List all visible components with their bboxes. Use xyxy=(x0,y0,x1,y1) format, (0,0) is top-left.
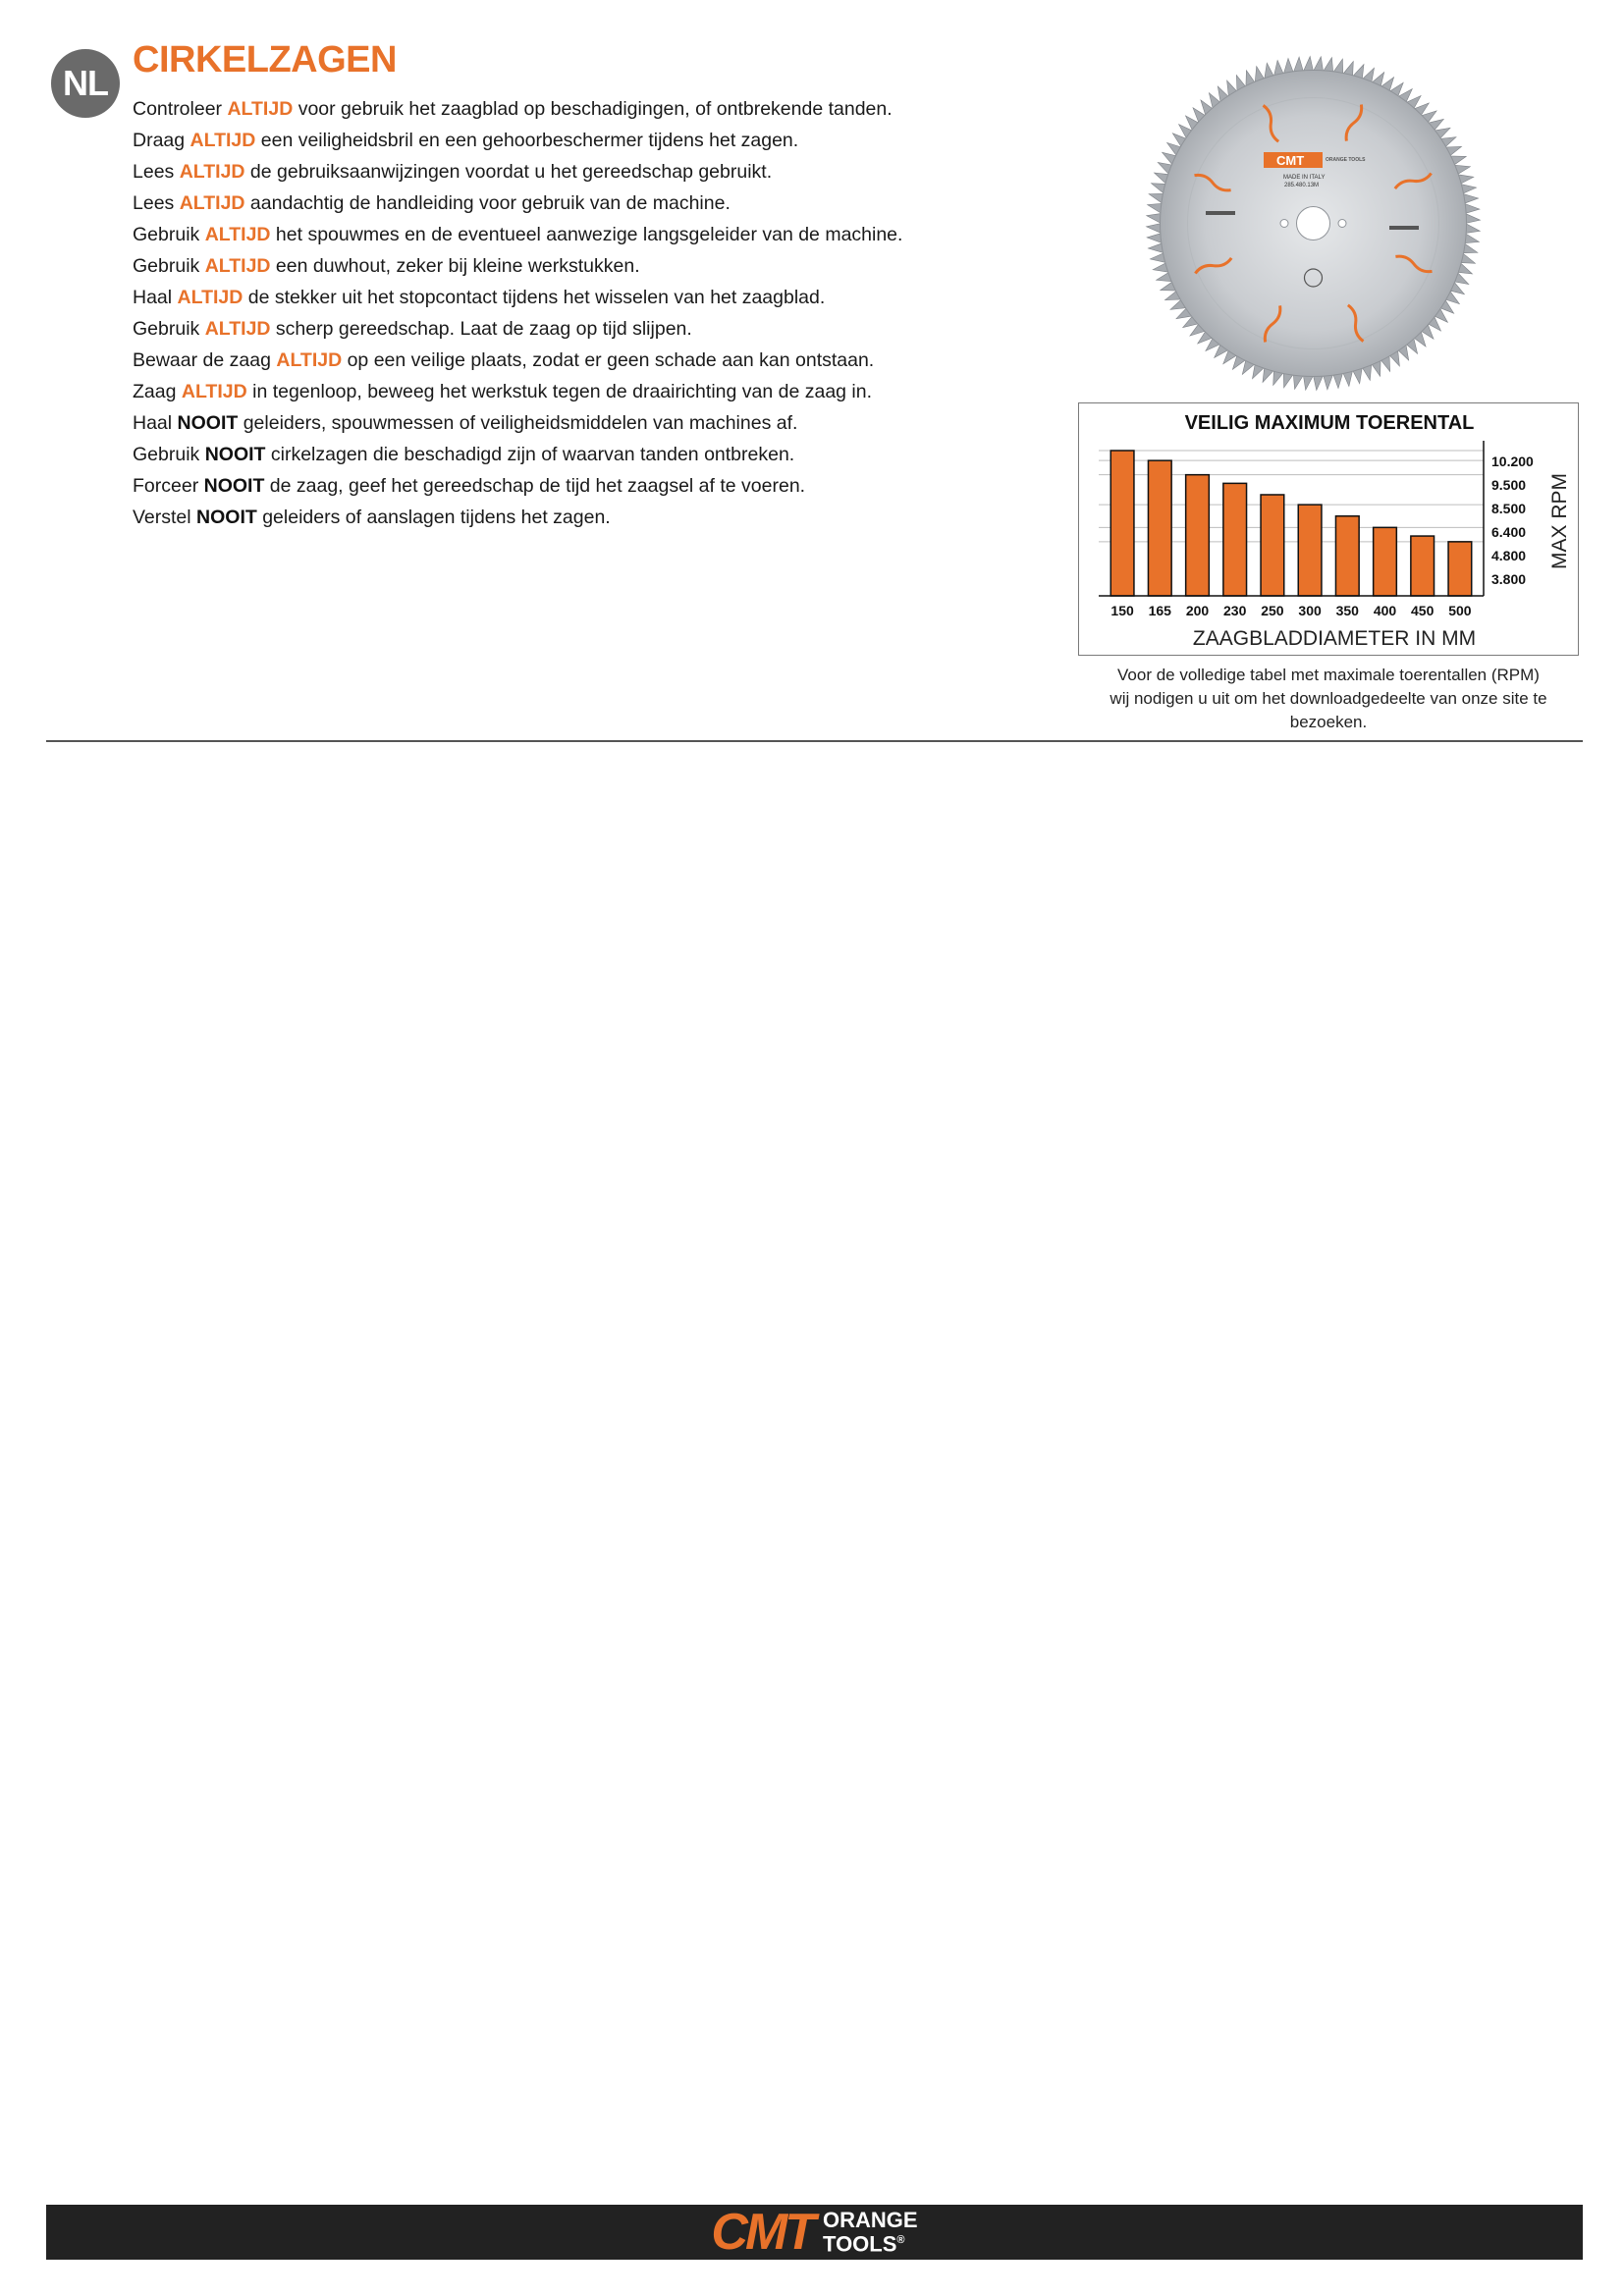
rule-text-after: een veiligheidsbril en een gehoorbeschermer tijdens het zagen. xyxy=(255,130,799,151)
blade-marking-left xyxy=(1206,211,1235,215)
rule-text-after: een duwhout, zeker bij kleine werkstukken. xyxy=(270,255,640,277)
x-tick-label: 350 xyxy=(1335,603,1359,618)
rule-text-before: Draag xyxy=(133,130,190,151)
footer-logo-line-1: ORANGE xyxy=(823,2208,918,2233)
safety-rule xyxy=(133,345,879,376)
bar-150 xyxy=(1110,451,1134,596)
rule-text-after: voor gebruik het zaagblad op beschadigingen, of ontbrekende tanden. xyxy=(293,98,893,120)
safety-rule xyxy=(133,502,879,533)
safety-rule xyxy=(133,187,879,219)
safety-rule xyxy=(133,313,879,345)
x-tick-label: 500 xyxy=(1448,603,1472,618)
rule-keyword: ALTIJD xyxy=(204,255,271,277)
x-tick-label: 230 xyxy=(1223,603,1247,618)
rule-text-after: geleiders of aanslagen tijdens het zagen. xyxy=(256,507,611,528)
rule-text-before: Gebruik xyxy=(133,224,205,245)
safety-rule xyxy=(133,376,879,407)
bar-450 xyxy=(1411,536,1435,596)
x-tick-label: 165 xyxy=(1148,603,1171,618)
bar-230 xyxy=(1223,483,1247,596)
bar-500 xyxy=(1448,542,1472,596)
footnote-line-2: wij nodigen u uit om het downloadgedeelte van onze site te bezoeken. xyxy=(1110,689,1547,731)
y-tick-label: 8.500 xyxy=(1491,501,1527,516)
rule-text-before: Haal xyxy=(133,412,178,434)
x-tick-label: 300 xyxy=(1298,603,1322,618)
rule-text-after: het spouwmes en de eventueel aanwezige langsgeleider van de machine. xyxy=(270,224,903,245)
footer-logo: CMT xyxy=(711,2204,814,2261)
y-tick-label: 6.400 xyxy=(1491,524,1527,540)
safety-rule xyxy=(133,250,879,282)
safety-rule xyxy=(133,439,879,470)
rule-keyword: ALTIJD xyxy=(276,349,343,371)
rpm-chart xyxy=(1078,402,1579,656)
blade-brand: CMT xyxy=(1276,153,1305,168)
blade-marking-right xyxy=(1389,226,1419,230)
rule-keyword: ALTIJD xyxy=(179,161,245,183)
rule-keyword: NOOIT xyxy=(196,507,257,528)
bar-200 xyxy=(1186,475,1210,596)
footer-logo-line-2: TOOLS xyxy=(823,2231,897,2257)
rule-keyword: ALTIJD xyxy=(177,287,244,308)
rule-keyword: NOOIT xyxy=(203,475,265,497)
safety-rule xyxy=(133,125,879,156)
rule-text-before: Lees xyxy=(133,192,180,214)
language-badge xyxy=(51,49,120,118)
rule-text-before: Zaag xyxy=(133,381,182,402)
blade-arbor-hole xyxy=(1297,207,1330,240)
language-code: NL xyxy=(63,63,108,103)
pin-hole-right xyxy=(1338,220,1346,228)
rule-text-before: Controleer xyxy=(133,98,228,120)
safety-rule xyxy=(133,93,893,125)
rule-keyword: ALTIJD xyxy=(189,130,256,151)
x-tick-label: 450 xyxy=(1411,603,1435,618)
rule-text-after: de zaag, geef het gereedschap de tijd het zaagsel af te voeren. xyxy=(264,475,806,497)
bar-250 xyxy=(1261,495,1284,596)
y-tick-label: 3.800 xyxy=(1491,571,1527,587)
rule-text-before: Forceer xyxy=(133,475,204,497)
x-tick-label: 250 xyxy=(1261,603,1284,618)
y-tick-label: 10.200 xyxy=(1491,454,1534,469)
rule-text-after: de stekker uit het stopcontact tijdens het wisselen van het zaagblad. xyxy=(243,287,826,308)
rule-text-before: Gebruik xyxy=(133,318,205,340)
footer-bar xyxy=(46,2205,1583,2260)
x-tick-label: 400 xyxy=(1373,603,1397,618)
rule-text-before: Lees xyxy=(133,161,180,183)
rule-text-before: Haal xyxy=(133,287,178,308)
rule-keyword: NOOIT xyxy=(204,444,266,465)
rule-text-after: op een veilige plaats, zodat er geen schade aan kan ontstaan. xyxy=(342,349,875,371)
rule-keyword: ALTIJD xyxy=(204,224,271,245)
rule-text-after: de gebruiksaanwijzingen voordat u het gereedschap gebruikt. xyxy=(244,161,773,183)
safety-rule xyxy=(133,470,879,502)
safety-rules-list xyxy=(133,93,903,533)
rule-text-after: cirkelzagen die beschadigd zijn of waarvan tanden ontbreken. xyxy=(265,444,795,465)
safety-rule xyxy=(133,407,879,439)
rule-text-before: Gebruik xyxy=(133,255,205,277)
blade-brand-sub: ORANGE TOOLS xyxy=(1326,157,1366,163)
rule-text-before: Bewaar de zaag xyxy=(133,349,277,371)
rule-text-after: scherp gereedschap. Laat de zaag op tijd slijpen. xyxy=(270,318,692,340)
rule-keyword: ALTIJD xyxy=(179,192,245,214)
rule-keyword: ALTIJD xyxy=(204,318,271,340)
safety-rule xyxy=(133,282,879,313)
rule-text-before: Verstel xyxy=(133,507,197,528)
chart-title: VEILIG MAXIMUM TOERENTAL xyxy=(1184,412,1475,434)
blade-text-origin: MADE IN ITALY xyxy=(1283,175,1326,181)
safety-rule xyxy=(133,219,903,250)
x-tick-label: 200 xyxy=(1185,603,1210,618)
chart-xlabel: ZAAGBLADDIAMETER IN MM xyxy=(1192,627,1477,650)
bar-300 xyxy=(1298,505,1322,596)
footer-logo-text xyxy=(823,2208,918,2257)
footer-registered-mark: ® xyxy=(896,2234,905,2247)
rule-text-after: geleiders, spouwmessen of veiligheidsmiddelen van machines af. xyxy=(238,412,798,434)
rule-keyword: ALTIJD xyxy=(227,98,294,120)
y-tick-label: 4.800 xyxy=(1491,548,1527,563)
rule-text-after: in tegenloop, beweeg het werkstuk tegen de draairichting van de zaag in. xyxy=(246,381,873,402)
safety-rule xyxy=(133,156,879,187)
rule-keyword: ALTIJD xyxy=(181,381,247,402)
rule-keyword: NOOIT xyxy=(177,412,239,434)
rule-text-after: aandachtig de handleiding voor gebruik van de machine. xyxy=(244,192,731,214)
section-divider xyxy=(46,740,1583,742)
bar-350 xyxy=(1335,516,1359,596)
footnote-line-1: Voor de volledige tabel met maximale toerentallen (RPM) xyxy=(1117,666,1540,684)
blade-text-code: 285.480.13M xyxy=(1284,183,1320,188)
rpm-chart-svg xyxy=(1079,403,1580,657)
pin-hole-left xyxy=(1280,220,1288,228)
y-tick-label: 9.500 xyxy=(1491,477,1527,493)
bar-400 xyxy=(1374,527,1397,596)
rule-text-before: Gebruik xyxy=(133,444,205,465)
saw-blade-image xyxy=(1144,54,1483,393)
bar-165 xyxy=(1148,460,1171,596)
x-tick-label: 150 xyxy=(1110,603,1134,618)
chart-footnote xyxy=(1078,664,1579,734)
page-title: CIRKELZAGEN xyxy=(133,39,397,80)
chart-ylabel: MAX RPM xyxy=(1548,472,1571,570)
